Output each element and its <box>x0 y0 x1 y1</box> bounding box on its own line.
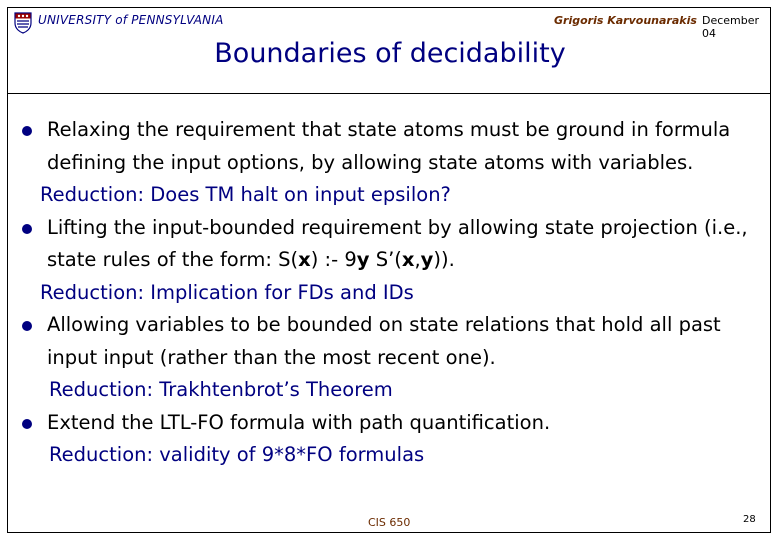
penn-shield-icon <box>14 12 32 34</box>
bullet-item <box>22 407 762 440</box>
page-number: 28 <box>743 514 756 525</box>
slide-body <box>22 114 762 472</box>
bullet-item <box>22 114 762 179</box>
course-label: CIS 650 <box>368 516 411 529</box>
presentation-date: December 04 <box>702 14 760 40</box>
reduction-line: Reduction: validity of 9*8*FO formulas <box>49 443 425 466</box>
university-name: UNIVERSITY of PENNSYLVANIA <box>38 13 224 27</box>
reduction-line: Reduction: Trakhtenbrot’s Theorem <box>49 378 393 401</box>
slide-header <box>8 8 770 40</box>
bullet-icon <box>22 419 32 429</box>
bullet-icon <box>22 126 32 136</box>
bullet-text: Allowing variables to be bounded on state relations that hold all past input input (rather than the most recent one). <box>47 313 721 369</box>
bullet-item <box>22 212 762 277</box>
bullet-icon <box>22 321 32 331</box>
reduction-line: Reduction: Does TM halt on input epsilon? <box>40 183 451 206</box>
reduction-line: Reduction: Implication for FDs and IDs <box>40 280 414 304</box>
slide-title: Boundaries of decidability <box>214 38 566 69</box>
bullet-icon <box>22 224 32 234</box>
bullet-text: Relaxing the requirement that state atoms must be ground in formula defining the input options, by allowing state atoms with variables. <box>47 118 731 174</box>
bullet-text: Lifting the input-bounded requirement by allowing state projection (i.e., state rules of the form: S(x) :- 9y S’(x,y)). <box>47 215 748 271</box>
bullet-text: Extend the LTL-FO formula with path quantification. <box>47 410 551 434</box>
bullet-item <box>22 309 762 374</box>
author-name: Grigoris Karvounarakis <box>554 14 697 27</box>
title-divider <box>8 93 770 94</box>
